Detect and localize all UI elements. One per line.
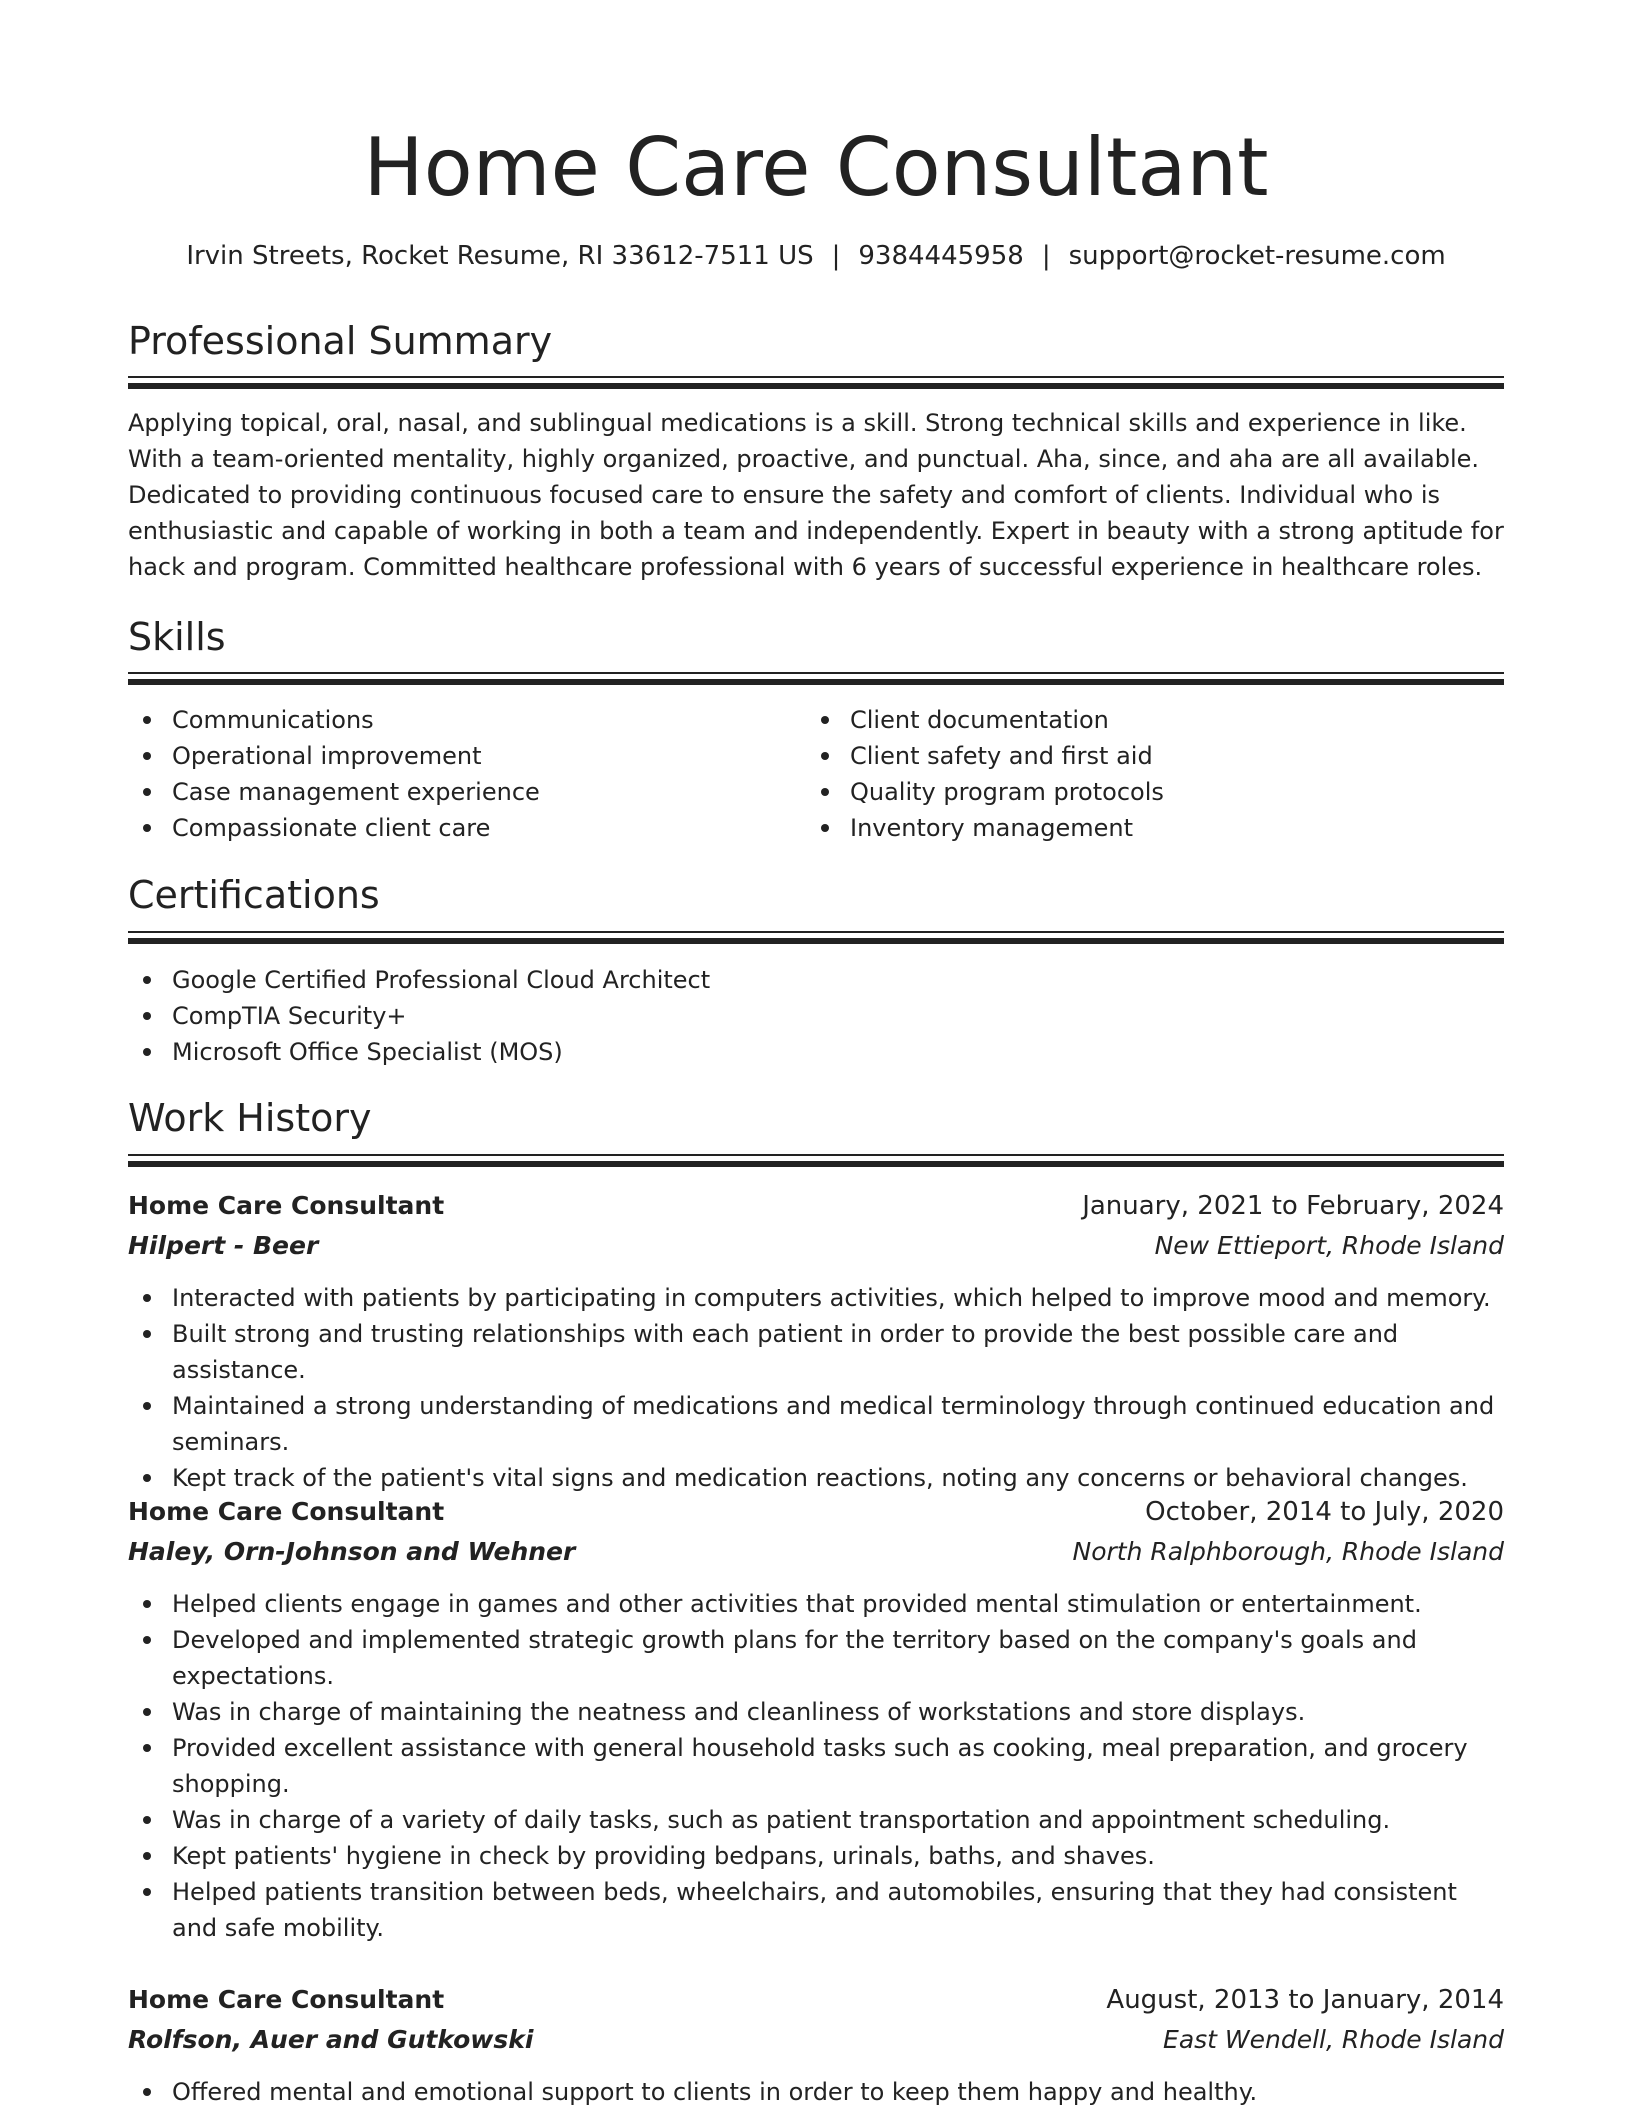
skill-item: Case management experience: [128, 774, 808, 810]
section-divider: [128, 1154, 1504, 1167]
contact-separator: |: [1041, 241, 1051, 271]
job-dates: January, 2021 to February, 2024: [1082, 1191, 1504, 1221]
job-bullet: Offered mental and emotional support to clients in order to keep them happy and healthy.: [128, 2074, 1504, 2110]
contact-line: [128, 238, 1504, 274]
section-divider: [128, 672, 1504, 685]
contact-phone[interactable]: 9384445958: [858, 241, 1024, 271]
job-bullet: Developed and implemented strategic growth plans for the territory based on the company's goals and expectations.: [128, 1622, 1504, 1694]
job-bullet: Provided excellent assistance with general household tasks such as cooking, meal preparation, and grocery shopping.: [128, 1730, 1504, 1802]
skill-item: Compassionate client care: [128, 810, 808, 846]
section-divider: [128, 931, 1504, 944]
job-bullet: Maintained a strong understanding of medications and medical terminology through continued education and seminars.: [128, 1388, 1504, 1460]
job-company: Rolfson, Auer and Gutkowski: [128, 2025, 534, 2054]
skill-item: Operational improvement: [128, 738, 808, 774]
job-title: Home Care Consultant: [128, 1191, 445, 1220]
certifications-list: [128, 962, 1504, 1070]
certifications-heading: Certifications: [128, 873, 380, 917]
summary-text: Applying topical, oral, nasal, and sublingual medications is a skill. Strong technical skills and experience in like. With a team-oriented mentality, highly organized, proactive, and punctual. Aha, since, and aha are all available. Dedicated to providing continuous focused care to ensure the safety and comfort of clients. Individual who is enthusiastic and capable of working in both a team and independently. Expert in beauty with a strong aptitude for hack and program. Committed healthcare professional with 6 years of successful experience in healthcare roles.: [128, 409, 1504, 581]
job-location: East Wendell, Rhode Island: [1163, 2025, 1504, 2054]
job-bullet: Was in charge of maintaining the neatness and cleanliness of workstations and store displays.: [128, 1694, 1504, 1730]
skill-item: Inventory management: [806, 810, 1486, 846]
contact-address: Irvin Streets, Rocket Resume, RI 33612-7511 US: [186, 241, 814, 271]
job-bullet: Kept patients' hygiene in check by providing bedpans, urinals, baths, and shaves.: [128, 1838, 1504, 1874]
job-location: New Ettieport, Rhode Island: [1154, 1231, 1504, 1260]
job-location: North Ralphborough, Rhode Island: [1072, 1537, 1504, 1566]
job-bullet: Helped patients transition between beds, wheelchairs, and automobiles, ensuring that they had consistent and safe mobility.: [128, 1874, 1504, 1946]
job-company: Hilpert - Beer: [128, 1231, 319, 1260]
job-responsibilities: [128, 1586, 1504, 1946]
skills-list-left: [128, 702, 808, 846]
job-dates: August, 2013 to January, 2014: [1106, 1985, 1504, 2015]
work-history-heading: Work History: [128, 1096, 372, 1140]
skills-heading: Skills: [128, 615, 226, 659]
job-bullet: Helped clients engage in games and other activities that provided mental stimulation or entertainment.: [128, 1586, 1504, 1622]
job-responsibilities: [128, 2074, 1504, 2110]
job-dates: October, 2014 to July, 2020: [1145, 1497, 1504, 1527]
contact-email[interactable]: support@rocket-resume.com: [1068, 241, 1446, 271]
candidate-name: Home Care Consultant: [363, 121, 1269, 214]
skill-item: Quality program protocols: [806, 774, 1486, 810]
skill-item: Communications: [128, 702, 808, 738]
contact-separator: |: [831, 241, 841, 271]
job-bullet: Kept track of the patient's vital signs and medication reactions, noting any concerns or behavioral changes.: [128, 1460, 1504, 1496]
summary-heading: Professional Summary: [128, 319, 553, 363]
job-company: Haley, Orn-Johnson and Wehner: [128, 1537, 576, 1566]
skill-item: Client safety and first aid: [806, 738, 1486, 774]
certification-item: Microsoft Office Specialist (MOS): [128, 1034, 1504, 1070]
job-header: [128, 1494, 1504, 1572]
section-divider: [128, 376, 1504, 389]
skill-item: Client documentation: [806, 702, 1486, 738]
job-header: [128, 1188, 1504, 1266]
job-bullet: Was in charge of a variety of daily tasks, such as patient transportation and appointment scheduling.: [128, 1802, 1504, 1838]
job-bullet: Interacted with patients by participating in computers activities, which helped to improve mood and memory.: [128, 1280, 1504, 1316]
job-header: [128, 1982, 1504, 2060]
job-title: Home Care Consultant: [128, 1497, 445, 1526]
job-responsibilities: [128, 1280, 1504, 1496]
job-bullet: Built strong and trusting relationships with each patient in order to provide the best possible care and assistance.: [128, 1316, 1504, 1388]
certification-item: Google Certified Professional Cloud Architect: [128, 962, 1504, 998]
certification-item: CompTIA Security+: [128, 998, 1504, 1034]
job-title: Home Care Consultant: [128, 1985, 445, 2014]
skills-list-right: [806, 702, 1486, 846]
